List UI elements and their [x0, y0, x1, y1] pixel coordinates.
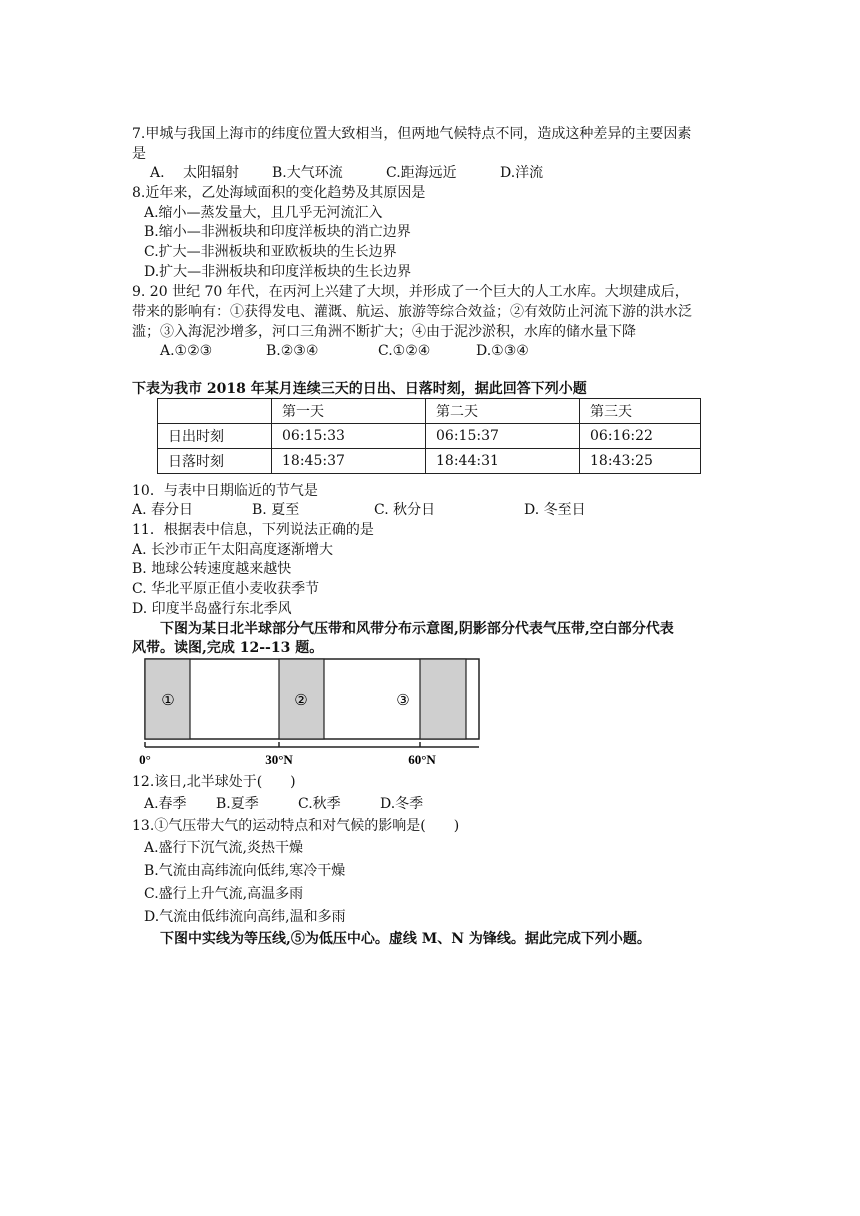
final-intro: 下图中实线为等压线,⑤为低压中心。虚线 M、N 为锋线。据此完成下列小题。 [160, 931, 651, 947]
q10-option-b: B. 夏至 [252, 502, 300, 518]
q9-stem-line1: 9. 20 世纪 70 年代，在丙河上兴建了大坝，并形成了一个巨大的人工水库。大坝建成后， [132, 284, 689, 300]
q9-option-b: B.②③④ [266, 343, 319, 359]
q8-option-b: B.缩小—非洲板块和印度洋板块的消亡边界 [144, 224, 411, 240]
q12-option-b: B.夏季 [216, 796, 259, 812]
table-header-cell: 第三天 [580, 399, 701, 424]
q12-stem: 12.该日,北半球处于( ) [132, 774, 296, 790]
q8-stem: 8.近年来，乙处海域面积的变化趋势及其原因是 [132, 185, 426, 201]
q7-stem-line1: 7.甲城与我国上海市的纬度位置大致相当，但两地气候特点不同，造成这种差异的主要因素 [132, 126, 692, 142]
q8-option-a: A.缩小—蒸发量大，且几乎无河流汇入 [144, 205, 383, 221]
q7-options [150, 163, 543, 183]
q7-stem-line2: 是 [132, 146, 146, 162]
table-row [158, 449, 701, 474]
q13-option-b: B.气流由高纬流向低纬,寒冷干燥 [144, 863, 346, 879]
q12-option-c: C.秋季 [298, 796, 341, 812]
figure-intro-line1: 下图为某日北半球部分气压带和风带分布示意图,阴影部分代表气压带,空白部分代表 [160, 621, 674, 637]
table-header-cell: 第二天 [426, 399, 580, 424]
table-cell: 18:43:25 [580, 449, 701, 474]
table-header-row [158, 399, 701, 424]
table-intro: 下表为我市 2018 年某月连续三天的日出、日落时刻，据此回答下列小题 [132, 381, 587, 397]
q11-stem: 11．根据表中信息，下列说法正确的是 [132, 522, 374, 538]
q10-options [132, 500, 586, 520]
figure-intro-line2: 风带。读图,完成 12--13 题。 [132, 640, 324, 656]
q10-stem: 10．与表中日期临近的节气是 [132, 483, 318, 499]
axis-label-30n: 30°N [265, 752, 293, 767]
q9-stem-line3: 滥；③入海泥沙增多，河口三角洲不断扩大；④由于泥沙淤积，水库的储水量下降 [132, 324, 636, 340]
q11-option-b: B. 地球公转速度越来越快 [132, 561, 292, 577]
pressure-wind-belt-diagram [138, 656, 490, 772]
table-cell: 日落时刻 [158, 449, 272, 474]
q10-option-a: A. 春分日 [132, 502, 194, 518]
q7-option-b: B.大气环流 [272, 165, 343, 181]
q13-option-c: C.盛行上升气流,高温多雨 [144, 886, 304, 902]
q9-option-c: C.①②④ [378, 343, 431, 359]
q13-option-d: D.气流由低纬流向高纬,温和多雨 [144, 909, 346, 925]
q8-option-c: C.扩大—非洲板块和亚欧板块的生长边界 [144, 244, 397, 260]
q9-option-a: A.①②③ [160, 343, 213, 359]
band-label-2: ② [294, 691, 308, 709]
table-cell: 日出时刻 [158, 424, 272, 449]
table-cell: 18:44:31 [426, 449, 580, 474]
q10-option-d: D. 冬至日 [524, 502, 586, 518]
q9-option-d: D.①③④ [476, 343, 529, 359]
q13-option-a: A.盛行下沉气流,炎热干燥 [144, 840, 304, 856]
axis-label-60n: 60°N [408, 752, 436, 767]
table-cell: 06:15:33 [272, 424, 426, 449]
band-label-3: ③ [396, 691, 410, 709]
table-header-cell: 第一天 [272, 399, 426, 424]
q7-option-c: C.距海远近 [386, 165, 457, 181]
q11-option-c: C. 华北平原正值小麦收获季节 [132, 581, 320, 597]
q7-option-a: A. 太阳辐射 [150, 165, 240, 181]
q8-option-d: D.扩大—非洲板块和印度洋板块的生长边界 [144, 264, 412, 280]
q9-options [160, 341, 529, 361]
pressure-belt-3 [420, 659, 466, 739]
q12-option-d: D.冬季 [380, 796, 424, 812]
q9-stem-line2: 带来的影响有：①获得发电、灌溉、航运、旅游等综合效益；②有效防止河流下游的洪水泛 [132, 304, 692, 320]
q12-options [144, 794, 423, 814]
table-row [158, 424, 701, 449]
table-header-cell [158, 399, 272, 424]
band-label-1: ① [161, 691, 175, 709]
q13-stem: 13.①气压带大气的运动特点和对气候的影响是( ) [132, 818, 460, 834]
q10-option-c: C. 秋分日 [374, 502, 436, 518]
q11-option-a: A. 长沙市正午太阳高度逐渐增大 [132, 542, 334, 558]
q7-option-d: D.洋流 [500, 165, 544, 181]
table-cell: 18:45:37 [272, 449, 426, 474]
table-cell: 06:15:37 [426, 424, 580, 449]
table-cell: 06:16:22 [580, 424, 701, 449]
q11-option-d: D. 印度半岛盛行东北季风 [132, 601, 292, 617]
q12-option-a: A.春季 [144, 796, 187, 812]
axis-label-0: 0° [139, 752, 151, 767]
sunrise-sunset-table [157, 398, 701, 474]
